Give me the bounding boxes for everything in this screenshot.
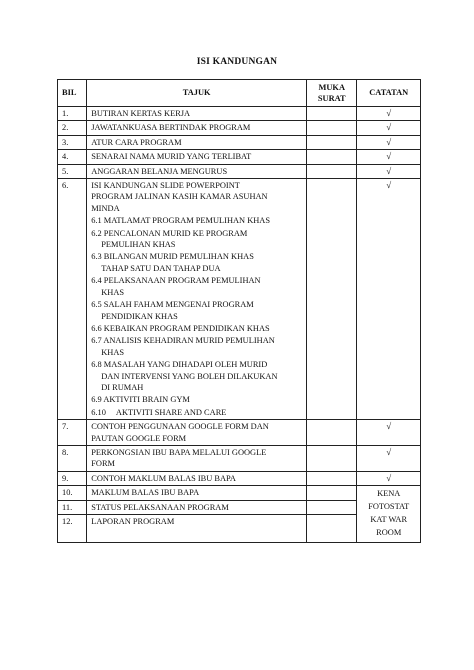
sub-item-continuation: TAHAP SATU DAN TAHAP DUA: [101, 263, 221, 273]
sub-item-text: 6.5 SALAH FAHAM MENGENAI PROGRAM: [91, 300, 254, 310]
sub-item: [91, 359, 303, 393]
sub-item: [91, 299, 303, 322]
sub-item-text: 6.1 MATLAMAT PROGRAM PEMULIHAN KHAS: [91, 216, 270, 226]
sub-item-text: 6.4 PELAKSANAAN PROGRAM PEMULIHAN: [91, 276, 261, 286]
row-muka-surat: [307, 121, 357, 135]
row-muka-surat: [307, 471, 357, 485]
row-bil: 2.: [58, 121, 87, 135]
row-muka-surat: [307, 164, 357, 178]
row-tajuk-line: PAUTAN GOOGLE FORM: [91, 433, 187, 443]
check-mark: √: [357, 445, 421, 471]
check-mark: √: [357, 121, 421, 135]
header-catatan: CATATAN: [357, 80, 421, 107]
catatan-note-line: KAT WAR: [370, 515, 408, 525]
sub-item-continuation: KHAS: [101, 347, 125, 357]
sub-item: [91, 335, 303, 358]
row-muka-surat: [307, 107, 357, 121]
sub-item-text: 6.2 PENCALONAN MURID KE PROGRAM: [91, 228, 248, 238]
sub-item: [91, 323, 303, 334]
row6-line: MINDA: [91, 203, 120, 213]
check-mark: √: [357, 164, 421, 178]
row-muka-surat: [307, 500, 357, 514]
sub-item-text: 6.6 KEBAIKAN PROGRAM PENDIDIKAN KHAS: [91, 323, 270, 333]
table-row: [58, 179, 421, 420]
sub-item-text: 6.8 MASALAH YANG DIHADAPI OLEH MURID: [91, 360, 268, 370]
row-muka-surat: [307, 420, 357, 446]
header-bil: BIL: [58, 80, 87, 107]
row-tajuk-line: FORM: [91, 459, 115, 469]
row-tajuk: SENARAI NAMA MURID YANG TERLIBAT: [87, 150, 307, 164]
row-tajuk: CONTOH MAKLUM BALAS IBU BAPA: [87, 471, 307, 485]
sub-item: [91, 394, 303, 405]
row-tajuk: STATUS PELAKSANAAN PROGRAM: [87, 500, 307, 514]
row-bil: 6.: [58, 179, 87, 420]
row-bil: 4.: [58, 150, 87, 164]
check-mark: √: [357, 135, 421, 149]
row-tajuk: ANGGARAN BELANJA MENGURUS: [87, 164, 307, 178]
row-bil: 10.: [58, 486, 87, 500]
row-tajuk-line: PERKONGSIAN IBU BAPA MELALUI GOOGLE: [91, 447, 267, 457]
check-mark: √: [357, 471, 421, 485]
catatan-note-line: FOTOSTAT: [368, 502, 410, 512]
row-muka-surat: [307, 445, 357, 471]
sub-item: [91, 407, 303, 418]
row-bil: 1.: [58, 107, 87, 121]
sub-item-text: 6.3 BILANGAN MURID PEMULIHAN KHAS: [91, 252, 254, 262]
document-title: ISI KANDUNGAN: [196, 57, 278, 67]
row-muka-surat: [307, 179, 357, 420]
row-bil: 12.: [58, 515, 87, 543]
row-tajuk: [87, 179, 307, 420]
table-header-row: [58, 80, 421, 107]
row-tajuk: MAKLUM BALAS IBU BAPA: [87, 486, 307, 500]
check-mark: √: [357, 107, 421, 121]
catatan-merged-note: [357, 486, 421, 543]
row-bil: 7.: [58, 420, 87, 446]
row-muka-surat: [307, 486, 357, 500]
sub-item-text: 6.9 AKTIVITI BRAIN GYM: [91, 395, 190, 405]
check-mark: √: [357, 150, 421, 164]
catatan-note-line: KENA: [377, 489, 401, 499]
sub-item: [91, 228, 303, 251]
check-mark: √: [357, 179, 421, 420]
row-muka-surat: [307, 135, 357, 149]
sub-item-continuation: DAN INTERVENSI YANG BOLEH DILAKUKAN: [101, 371, 278, 381]
row-muka-surat: [307, 515, 357, 543]
sub-item-continuation: PENDIDIKAN KHAS: [101, 311, 178, 321]
row-muka-surat: [307, 150, 357, 164]
header-tajuk: TAJUK: [87, 80, 307, 107]
row-bil: 8.: [58, 445, 87, 471]
row-tajuk-line: CONTOH PENGGUNAAN GOOGLE FORM DAN: [91, 422, 269, 432]
row-tajuk: BUTIRAN KERTAS KERJA: [87, 107, 307, 121]
row-tajuk: LAPORAN PROGRAM: [87, 515, 307, 543]
contents-table: [57, 79, 421, 543]
row-bil: 5.: [58, 164, 87, 178]
sub-item-continuation: PEMULIHAN KHAS: [101, 240, 176, 250]
row-bil: 3.: [58, 135, 87, 149]
sub-item-text: 6.10 AKTIVITI SHARE AND CARE: [91, 407, 227, 417]
table-row: [58, 107, 421, 121]
sub-item: [91, 275, 303, 298]
sub-item: [91, 251, 303, 274]
row-tajuk: [87, 420, 307, 446]
sub-item: [91, 215, 303, 226]
header-muka-line1: MUKA: [318, 82, 345, 92]
row-tajuk: JAWATANKUASA BERTINDAK PROGRAM: [87, 121, 307, 135]
table-row: [58, 150, 421, 164]
header-muka-surat: [307, 80, 357, 107]
catatan-note-line: ROOM: [376, 528, 402, 538]
table-row: [58, 471, 421, 485]
header-muka-line2: SURAT: [317, 94, 346, 103]
row6-line: ISI KANDUNGAN SLIDE POWERPOINT: [91, 181, 240, 191]
table-row: [58, 135, 421, 149]
row6-line: PROGRAM JALINAN KASIH KAMAR ASUHAN: [91, 192, 268, 202]
sub-item-continuation: KHAS: [101, 287, 125, 297]
check-mark: √: [357, 420, 421, 446]
table-row: [58, 164, 421, 178]
table-row: [58, 121, 421, 135]
table-row: [58, 445, 421, 471]
sub-item-text: 6.7 ANALISIS KEHADIRAN MURID PEMULIHAN: [91, 336, 275, 346]
table-row: [58, 486, 421, 500]
sub-item-continuation: DI RUMAH: [101, 382, 144, 392]
row-tajuk: ATUR CARA PROGRAM: [87, 135, 307, 149]
row-bil: 11.: [58, 500, 87, 514]
row-bil: 9.: [58, 471, 87, 485]
table-row: [58, 420, 421, 446]
row-tajuk: [87, 445, 307, 471]
